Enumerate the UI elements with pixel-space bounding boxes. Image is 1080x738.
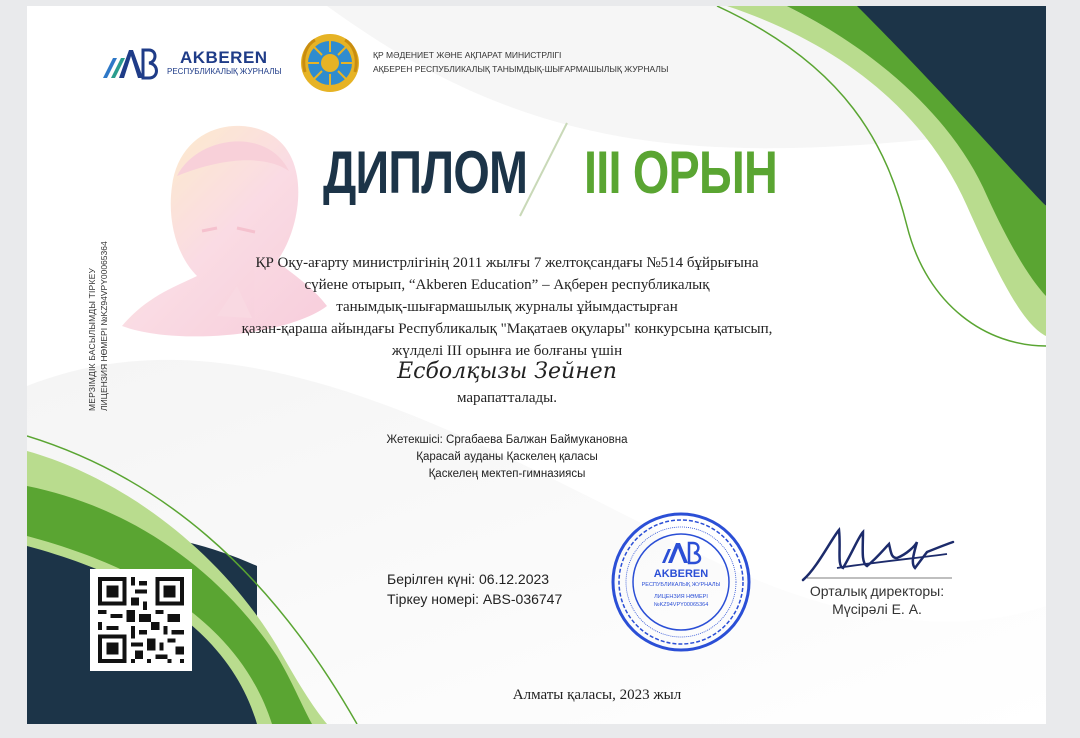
director-signature xyxy=(797,518,957,588)
statement-line-3: танымдық-шығармашылық журналы ұйымдастырған xyxy=(336,299,678,315)
statement-line-5: жүлделі III орынға ие болғаны үшін xyxy=(391,343,623,359)
statement-line-2: сүйене отырып, “Akberen Education” – Ақберен республикалық xyxy=(304,277,710,293)
akberen-logo-icon xyxy=(99,44,161,84)
director-block xyxy=(777,582,977,618)
certificate xyxy=(27,6,1046,724)
statement-line-4: қазан-қараша айындағы Республикалық "Мақатаев оқулары" конкурсына қатысып, xyxy=(241,321,773,337)
stamp-name: AKBEREN xyxy=(653,568,709,580)
qr-code[interactable] xyxy=(90,569,192,671)
logo-name: AKBEREN xyxy=(180,48,268,67)
emblem-icon xyxy=(299,32,361,94)
stamp-subtitle: РЕСПУБЛИКАЛЫҚ ЖУРНАЛЫ xyxy=(641,582,721,588)
stamp-license-label: ЛИЦЕНЗИЯ НӨМЕРІ xyxy=(654,594,708,600)
supervisor-block xyxy=(327,432,687,483)
recipient-name: Есболқызы Зейнеп xyxy=(397,359,617,384)
footer-location-year: Алматы қаласы, 2023 жыл xyxy=(512,687,682,703)
issue-date: Берілген күні: 06.12.2023 xyxy=(387,571,550,587)
awarded-text: марапатталады. xyxy=(457,390,557,406)
supervisor-line-1: Жетекшісі: Сргабаева Балжан Баймукановна xyxy=(386,434,628,446)
official-stamp xyxy=(610,511,752,653)
stamp-license-number: №KZ94VPY00065364 xyxy=(653,602,709,608)
registration-number: Тіркеу номері: ABS-036747 xyxy=(387,591,563,607)
logo-subtitle: РЕСПУБЛИКАЛЫҚ ЖУРНАЛЫ xyxy=(167,67,282,76)
director-name: Мүсірәлі Е. А. xyxy=(832,601,922,617)
director-title: Орталық директоры: xyxy=(809,583,945,599)
license-line-1: МЕРЗІМДІК БАСЫЛЫМДЫ ТІРКЕУ xyxy=(87,267,97,411)
state-emblem xyxy=(299,32,361,94)
ministry-line-1: ҚР МӘДЕНИЕТ ЖӘНЕ АҚПАРАТ МИНИСТРЛІГІ xyxy=(373,50,562,60)
ministry-header xyxy=(373,50,668,74)
supervisor-line-2: Қарасай ауданы Қаскелең қаласы xyxy=(416,451,598,463)
akberen-logo xyxy=(99,44,289,84)
license-text xyxy=(87,201,109,411)
award-statement xyxy=(227,252,787,362)
issue-info xyxy=(387,569,562,609)
qr-code-icon xyxy=(90,569,192,671)
diploma-title: ДИПЛОМ xyxy=(323,139,528,206)
supervisor-line-3: Қаскелең мектеп-гимназиясы xyxy=(428,468,586,480)
signature-graphic xyxy=(797,518,957,588)
place-title: III ОРЫН xyxy=(584,139,778,206)
license-line-2: ЛИЦЕНЗИЯ НӨМЕРІ №KZ94VPY00065364 xyxy=(99,241,109,411)
ministry-line-2: АҚБЕРЕН РЕСПУБЛИКАЛЫҚ ТАНЫМДЫҚ-ШЫҒАРМАШЫЛЫҚ ЖУРНАЛЫ xyxy=(373,64,669,74)
statement-line-1: ҚР Оқу-ағарту министрлігінің 2011 жылғы 7 желтоқсандағы №514 бұйрығына xyxy=(255,255,759,271)
